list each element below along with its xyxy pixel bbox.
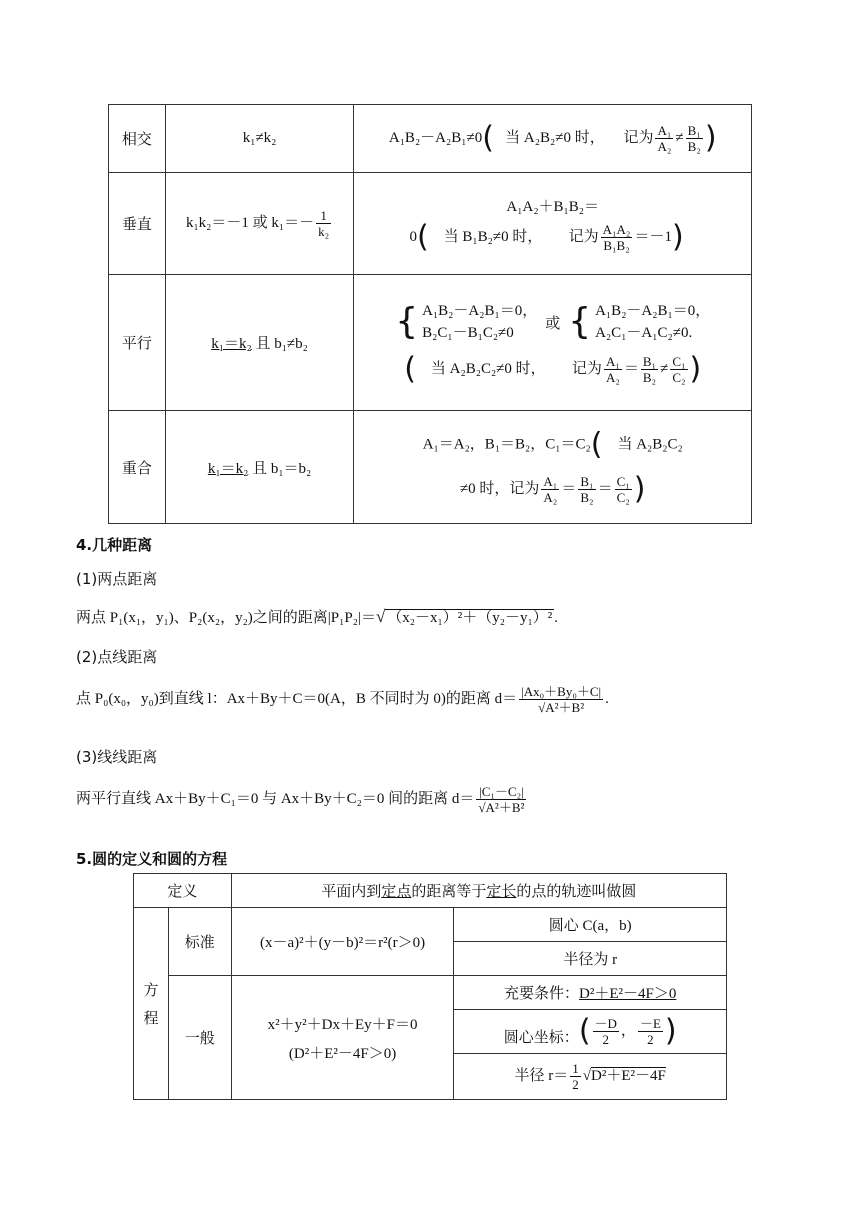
paragraph-point-line-distance: 点 P₀(x₀，y₀)到直线 l：Ax＋By＋C＝0(A，B 不同时为 0)的距离 d＝ $\frac{\text{|Ax₀＋By₀＋C|}}{\text{√A²＋B²}}$ . bbox=[76, 684, 609, 715]
standard-label: 标准 bbox=[168, 908, 231, 976]
row-intersect bbox=[109, 105, 752, 173]
general-condition: A₁A₂＋B₁B₂＝ 0( 当 B₁B₂≠0 时， 记为 $\frac{\text{A₁A₂}}{\text{B₁B₂}}$ ＝－1) bbox=[354, 173, 752, 275]
left-brace: ( bbox=[482, 120, 494, 156]
general-label: 一般 bbox=[168, 976, 231, 1100]
right-brace: ) bbox=[633, 471, 646, 506]
slope-condition: k₁k₂＝－1 或 k₁＝－ $\frac{1}{\text{k₂}}$ bbox=[165, 173, 354, 275]
equation-label: 方程 bbox=[134, 908, 169, 1100]
fraction: $\frac{\text{|Ax₀＋By₀＋C|}}{\text{√A²＋B²}}$ bbox=[521, 684, 602, 715]
subsection-heading: (1)两点距离 bbox=[76, 570, 158, 588]
paragraph-two-point-distance: 两点 P₁(x₁，y₁)、P₂(x₂，y₂)之间的距离|P₁P₂|＝√ （x₂－x₁）²＋（y₂－y₁）² . bbox=[76, 607, 558, 626]
circle-equation-table bbox=[133, 873, 727, 1100]
fraction: $\frac{\text{A₁}}{\text{A₂}}$ bbox=[605, 354, 620, 385]
left-brace: ( bbox=[404, 351, 416, 387]
general-radius: 半径 r＝ $\frac{1}{2}$ √D²＋E²－4F bbox=[454, 1054, 727, 1100]
general-condition: 充要条件：D²＋E²－4F＞0 bbox=[454, 976, 727, 1010]
left-brace: ( bbox=[416, 219, 429, 254]
slope-condition: k₁＝k₂ 且 b₁≠b₂ bbox=[165, 275, 354, 411]
row-parallel bbox=[109, 275, 752, 411]
row-label: 重合 bbox=[109, 411, 166, 524]
left-brace: { bbox=[568, 301, 592, 342]
fraction: $\frac{\text{B₁}}{\text{B₂}}$ bbox=[580, 473, 594, 505]
left-paren: ( bbox=[578, 1013, 591, 1049]
fraction: $\frac{\text{A₁}}{\text{A₂}}$ bbox=[657, 123, 672, 154]
fraction: $\frac{\text{|C₁－C₂|}}{\text{√A²＋B²}}$ bbox=[478, 784, 525, 815]
row-label: 相交 bbox=[109, 105, 166, 173]
general-condition: A₁＝A₂，B₁＝B₂，C₁＝C₂( 当 A₂B₂C₂ ≠0 时，记为 $\frac{\text{A₁}}{\text{A₂}}$ ＝ $\frac{\text{B₁}}{\text{B₂}}$ ＝ $\frac{\text{C₁}}{\text{C₂}}$ ) bbox=[354, 411, 752, 524]
right-brace: ) bbox=[704, 120, 717, 156]
slope-condition: k₁≠k₂ bbox=[165, 105, 354, 173]
slope-condition: k₁＝k₂ 且 b₁＝b₂ bbox=[165, 411, 354, 524]
fraction: $\frac{-E}{2}$ bbox=[639, 1016, 661, 1047]
row-label: 垂直 bbox=[109, 173, 166, 275]
definition-text: 平面内到定点的距离等于定长的点的轨迹叫做圆 bbox=[231, 874, 726, 908]
fraction: $\frac{-D}{2}$ bbox=[594, 1016, 617, 1047]
fraction: $\frac{\text{A₁A₂}}{\text{B₁B₂}}$ bbox=[602, 221, 631, 253]
fraction: $\frac{\text{B₁}}{\text{B₂}}$ bbox=[642, 354, 657, 385]
fraction: $\frac{\text{C₁}}{\text{C₂}}$ bbox=[672, 354, 686, 385]
fraction: $\frac{\text{A₁}}{\text{A₂}}$ bbox=[543, 473, 558, 505]
standard-equation: (x－a)²＋(y－b)²＝r²(r＞0) bbox=[231, 908, 454, 976]
section-heading: 4.几种距离 bbox=[76, 536, 153, 554]
right-brace: ) bbox=[671, 219, 684, 254]
subsection-heading: (2)点线距离 bbox=[76, 648, 158, 666]
subsection-heading: (3)线线距离 bbox=[76, 748, 158, 766]
left-brace: { bbox=[395, 301, 419, 342]
row-coincide bbox=[109, 411, 752, 524]
row-perpendicular bbox=[109, 173, 752, 275]
paragraph-line-line-distance: 两平行直线 Ax＋By＋C₁＝0 与 Ax＋By＋C₂＝0 间的距离 d＝ $\frac{\text{|C₁－C₂|}}{\text{√A²＋B²}}$ bbox=[76, 784, 525, 815]
fraction: $\frac{\text{B₁}}{\text{B₂}}$ bbox=[687, 123, 701, 154]
standard-radius: 半径为 r bbox=[454, 942, 727, 976]
standard-center: 圆心 C(a，b) bbox=[454, 908, 727, 942]
general-condition: A₁B₂－A₂B₁≠0( 当 A₂B₂≠0 时， 记为 $\frac{\text{A₁}}{\text{A₂}}$ ≠ $\frac{\text{B₁}}{\text{B₂}}$ ) bbox=[354, 105, 752, 173]
general-condition: { A₁B₂－A₂B₁＝0， B₂C₁－B₁C₂≠0 或 { A₁B₂－A₂B₁＝0， A₂C₁－A₁C₂≠0. ( 当 A₂B₂C₂≠0 时， 记为 $\frac{\text{A₁}}{\text{A₂}}$ ＝ $\frac{\text{B₁}}{\text{B₂}}$ ≠ $\frac{\text{C₁}}{\text{C₂}}$ ) bbox=[354, 275, 752, 411]
definition-label: 定义 bbox=[134, 874, 232, 908]
fraction: $\frac{\text{C₁}}{\text{C₂}}$ bbox=[616, 473, 630, 505]
left-brace: ( bbox=[590, 426, 603, 462]
right-brace: ) bbox=[689, 351, 702, 387]
fraction: $\frac{1}{\text{k₂}}$ bbox=[318, 208, 330, 239]
fraction: $\frac{1}{2}$ bbox=[572, 1061, 579, 1092]
line-relation-table bbox=[108, 104, 752, 524]
section-heading: 5.圆的定义和圆的方程 bbox=[76, 850, 228, 868]
right-paren: ) bbox=[664, 1013, 677, 1049]
general-center: 圆心坐标：( $\frac{-D}{2}$ ， $\frac{-E}{2}$ ) bbox=[454, 1010, 727, 1054]
general-equation: x²＋y²＋Dx＋Ey＋F＝0 (D²＋E²－4F＞0) bbox=[231, 976, 454, 1100]
row-label: 平行 bbox=[109, 275, 166, 411]
